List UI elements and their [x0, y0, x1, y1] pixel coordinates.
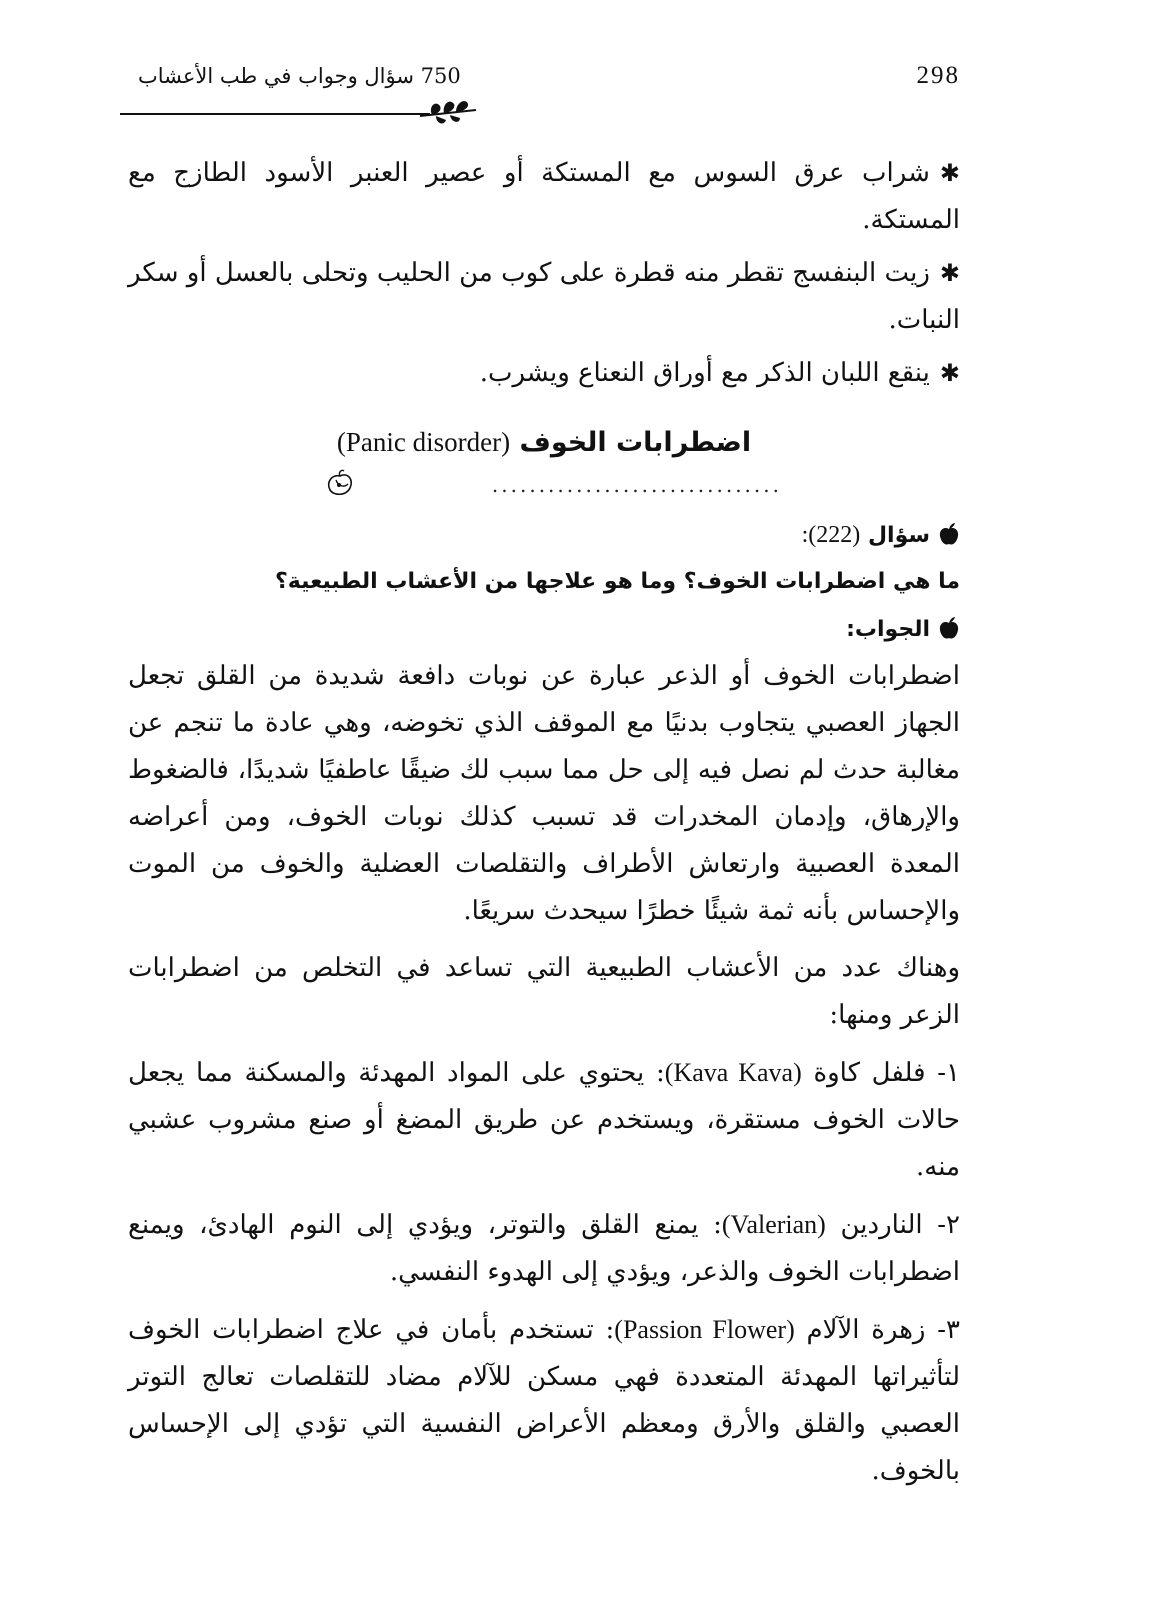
star-bullet-icon: ✱ [939, 159, 960, 187]
leaf-ornament-icon [418, 96, 478, 128]
herb-item [128, 1306, 960, 1495]
herb-description: : يمنع القلق والتوتر، ويؤدي إلى النوم الهادئ، ويمنع اضطرابات الخوف والذعر، ويؤدي إلى الهدوء النفسي. [128, 1210, 960, 1287]
star-bullet-icon: ✱ [939, 359, 960, 387]
dotted-line: ............................... [491, 473, 782, 497]
page-header [120, 58, 960, 128]
question-number: (222): [801, 522, 861, 548]
bullet-item: ✱شراب عرق السوس مع المستكة أو عصير العنبر الأسود الطازج مع المستكة. [128, 158, 960, 235]
answer-paragraph: وهناك عدد من الأعشاب الطبيعية التي تساعد في التخلص من اضطرابات الزعر ومنها: [128, 953, 960, 1030]
section-heading [128, 417, 960, 468]
answer-label: الجواب: [128, 607, 960, 653]
apple-icon [938, 522, 960, 546]
herb-latin-name: (Kava Kava) [664, 1058, 802, 1087]
herb-latin-name: (Passion Flower) [614, 1315, 795, 1344]
question-text: ما هي اضطرابات الخوف؟ وما هو علاجها من الأعشاب الطبيعية؟ [275, 569, 960, 594]
section-title-english: (Panic disorder) [336, 427, 511, 457]
answer-paragraph: اضطرابات الخوف أو الذعر عبارة عن نوبات دافعة شديدة من القلق تجعل الجهاز العصبي يتجاوب بدنيًا مع الموقف الذي تخوضه، وهي عادة ما تنجم عن مغالبة حدث لم نصل فيه إلى حل مما سبب لك ضيقًا عاطفيًا شديدًا، فالضغوط والإرهاق، وإدمان المخدرات قد تسبب كذلك نوبات الخوف، ومن أعراضه المعدة العصبية وارتعاش الأطراف والتقلصات العضلية والخوف من الموت والإحساس بأنه ثمة شيئًا خطرًا سيحدث سريعًا. [128, 661, 960, 926]
section-title-arabic: اضطرابات الخوف [519, 427, 752, 458]
apple-icon [938, 616, 960, 640]
herb-description: : تستخدم بأمان في علاج اضطرابات الخوف لتأثيراتها المهدئة المتعددة فهي مسكن للآلام مضاد للتقلصات تعالج التوتر العصبي والقلق والأرق ومعظم الأعراض النفسية التي تؤدي إلى الإحساس بالخوف. [128, 1315, 960, 1486]
page-number: 298 [916, 62, 960, 89]
herb-latin-name: (Valerian) [721, 1210, 826, 1239]
running-title: 750 سؤال وجواب في طب الأعشاب [138, 64, 461, 88]
bullet-item: ✱ينقع اللبان الذكر مع أوراق النعناع ويشرب. [479, 358, 960, 388]
star-bullet-icon: ✱ [939, 259, 960, 287]
header-rule [120, 113, 430, 115]
herb-item [128, 1049, 960, 1191]
herb-name: ٢- الناردين [840, 1210, 961, 1240]
herb-item [128, 1201, 960, 1296]
flower-icon [324, 468, 356, 498]
section-divider [128, 468, 960, 508]
page-content [128, 150, 960, 1495]
herb-description: : يحتوي على المواد المهدئة والمسكنة مما يجعل حالات الخوف مستقرة، ويستخدم عن طريق المضغ أو صنع مشروب عشبي منه. [128, 1058, 960, 1182]
herb-name: ٣- زهرة الآلام [806, 1315, 961, 1345]
bullet-item: ✱زيت البنفسج تقطر منه قطرة على كوب من الحليب وتحلى بالعسل أو سكر النبات. [128, 258, 960, 335]
herb-name: ١- فلفل كاوة [813, 1058, 961, 1088]
question-label: سؤال (222): [128, 512, 960, 559]
